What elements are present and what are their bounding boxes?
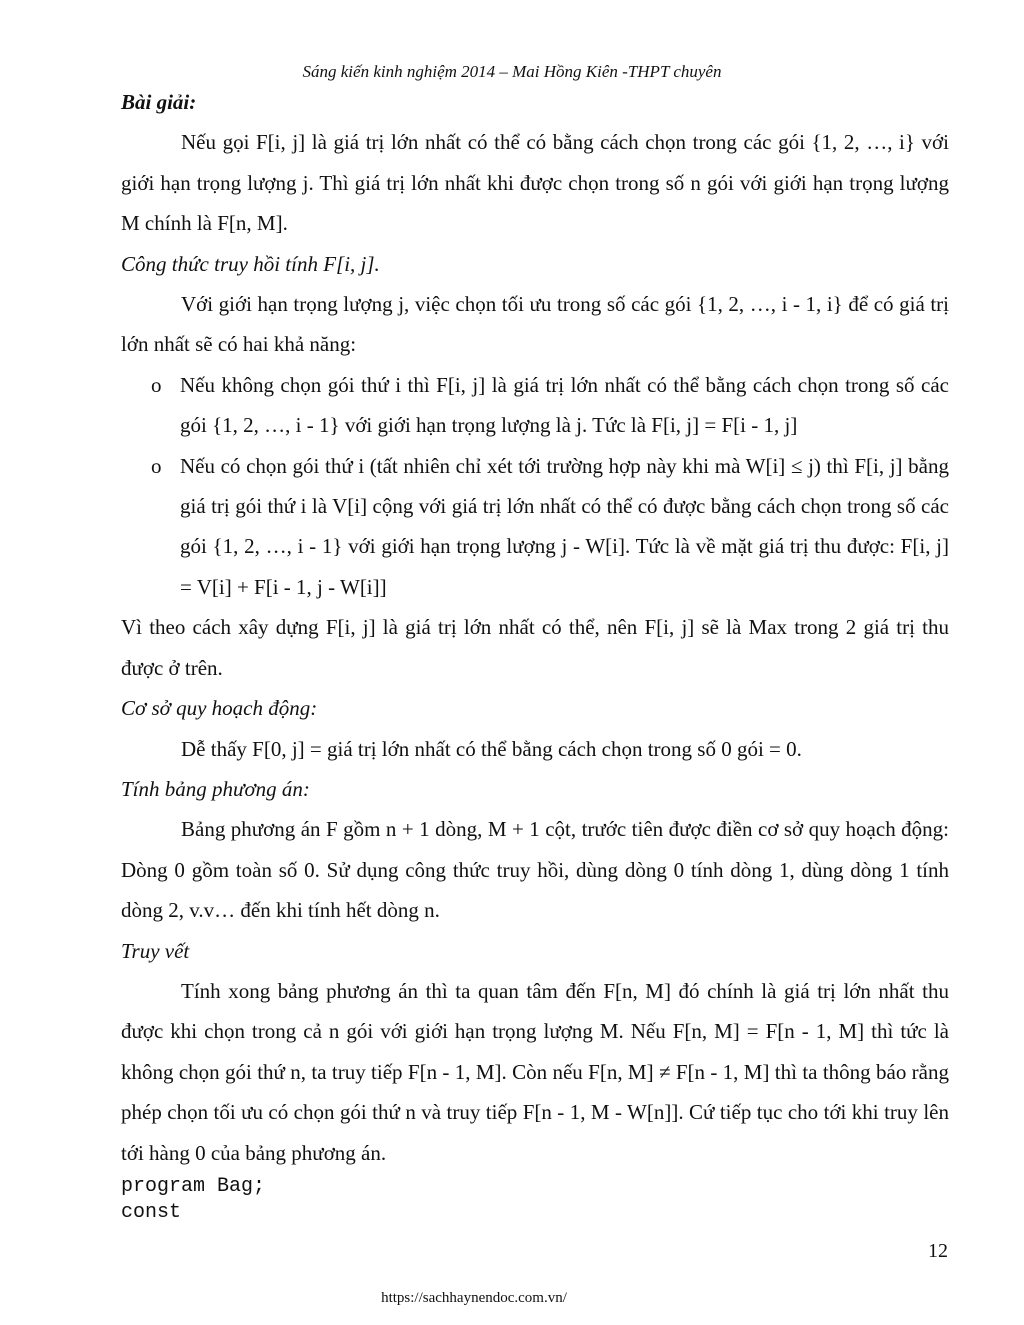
table-paragraph: Bảng phương án F gồm n + 1 dòng, M + 1 cột, trước tiên được điền cơ sở quy hoạch động: Dòng 0 gồm toàn số 0. Sử dụng công thức truy hồi, dùng dòng 0 tính dòng 1, dùng dòng 1 tính dòng 2, v.v… đến khi tính hết dòng n.	[121, 817, 949, 923]
case-list	[121, 365, 949, 607]
base-heading: Cơ sở quy hoạch động:	[121, 696, 318, 721]
base-paragraph: Dễ thấy F[0, j] = giá trị lớn nhất có thể bằng cách chọn trong số 0 gói = 0.	[181, 736, 802, 761]
recurrence-heading: Công thức truy hồi tính F[i, j].	[121, 251, 380, 276]
list-item-text: Nếu có chọn gói thứ i (tất nhiên chỉ xét tới trường hợp này khi mà W[i] ≤ j) thì F[i, j] bằng giá trị gói thứ i là V[i] cộng với giá trị lớn nhất có thể có được bằng cách chọn trong số các gói {1, 2, …, i - 1} với giới hạn trọng lượng j - W[i]. Tức là về mặt giá trị thu được: F[i, j] = V[i] + F[i - 1, j - W[i]]	[180, 453, 949, 599]
page-number: 12	[928, 1240, 948, 1262]
footer-url: https://sachhaynendoc.com.vn/	[381, 1290, 567, 1306]
trace-heading: Truy vết	[121, 938, 190, 963]
list-item	[121, 365, 949, 446]
code-line: const	[121, 1201, 182, 1224]
recurrence-intro-paragraph: Với giới hạn trọng lượng j, việc chọn tối ưu trong số các gói {1, 2, …, i - 1, i} để có giá trị lớn nhất sẽ có hai khả năng:	[121, 292, 949, 357]
bullet-marker: o	[151, 453, 162, 478]
bullet-marker: o	[151, 372, 162, 397]
code-block	[121, 1174, 265, 1226]
main-content	[121, 82, 949, 1173]
list-item	[121, 446, 949, 608]
trace-paragraph: Tính xong bảng phương án thì ta quan tâm đến F[n, M] đó chính là giá trị lớn nhất thu được khi chọn trong cả n gói với giới hạn trọng lượng M. Nếu F[n, M] = F[n - 1, M] thì tức là không chọn gói thứ n, ta truy tiếp F[n - 1, M]. Còn nếu F[n, M] ≠ F[n - 1, M] thì ta thông báo rằng phép chọn tối ưu có chọn gói thứ n và truy tiếp F[n - 1, M - W[n]]. Cứ tiếp tục cho tới khi truy lên tới hàng 0 của bảng phương án.	[121, 978, 949, 1165]
table-heading: Tính bảng phương án:	[121, 776, 310, 801]
solution-heading: Bài giải:	[121, 90, 197, 114]
list-item-text: Nếu không chọn gói thứ i thì F[i, j] là giá trị lớn nhất có thể bằng cách chọn trong số các gói {1, 2, …, i - 1} với giới hạn trọng lượng là j. Tức là F[i, j] = F[i - 1, j]	[180, 372, 949, 438]
max-paragraph: Vì theo cách xây dựng F[i, j] là giá trị lớn nhất có thể, nên F[i, j] sẽ là Max trong 2 giá trị thu được ở trên.	[121, 615, 949, 680]
running-header: Sáng kiến kinh nghiệm 2014 – Mai Hồng Kiên -THPT chuyên	[302, 62, 722, 81]
intro-paragraph: Nếu gọi F[i, j] là giá trị lớn nhất có thể có bằng cách chọn trong các gói {1, 2, …, i} với giới hạn trọng lượng j. Thì giá trị lớn nhất khi được chọn trong số n gói với giới hạn trọng lượng M chính là F[n, M].	[121, 130, 949, 236]
code-line: program Bag;	[121, 1175, 266, 1198]
